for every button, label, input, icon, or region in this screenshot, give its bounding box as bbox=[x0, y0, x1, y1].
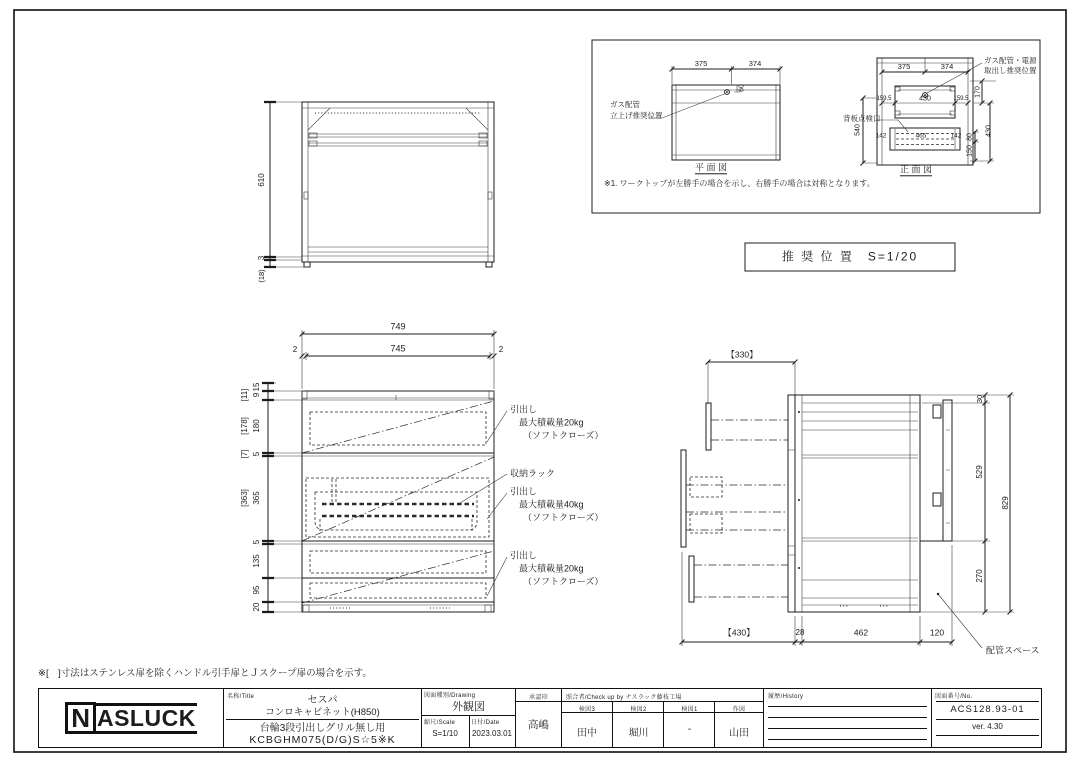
model-number: KCBGHM075(D/G)S☆5※K bbox=[249, 734, 396, 746]
callout-drawer1-line2: 最大積載量20kg bbox=[519, 417, 584, 428]
callout-drawer3-line3: （ソフトクローズ） bbox=[523, 576, 604, 587]
inset-footnote: ※1. ワークトップが左勝手の場合を示し、右勝手の場合は対称となります。 bbox=[604, 178, 875, 188]
callout-drawer1-line3: （ソフトクローズ） bbox=[523, 430, 604, 441]
dim-front-749: 749 bbox=[390, 321, 406, 332]
dim-side-462: 462 bbox=[853, 627, 869, 638]
callout-drawer2-line2: 最大積載量40kg bbox=[519, 499, 584, 510]
dim-front-15: 15 bbox=[251, 382, 261, 392]
plan-gas-note-2: 立上げ推奨位置 bbox=[610, 111, 663, 121]
inset-plan-view bbox=[649, 66, 783, 160]
drawing-label: 図面種別/Drawing bbox=[424, 693, 476, 699]
dim-ifront-142-l: 142 bbox=[875, 132, 887, 140]
title-block-logo-cell bbox=[39, 689, 223, 747]
dim-front-365: 365 bbox=[251, 491, 261, 505]
dim-front-alt-7: [7] bbox=[239, 449, 249, 459]
dim-front-20: 20 bbox=[251, 602, 261, 612]
title-block-approval-cell bbox=[515, 689, 561, 747]
dim-ifront-142-r: 142 bbox=[950, 132, 962, 140]
dim-back-18: (18) bbox=[257, 269, 267, 283]
dim-ifront-430-r: 430 bbox=[985, 125, 993, 137]
product-series: セスパ bbox=[307, 695, 338, 706]
dim-front-2-right: 2 bbox=[498, 344, 504, 354]
dim-ifront-540: 540 bbox=[854, 124, 862, 136]
number-label: 図面番号/No. bbox=[935, 694, 973, 700]
dim-ifront-150: 150 bbox=[966, 145, 974, 157]
dim-front-180: 180 bbox=[251, 419, 261, 433]
checkers-label: 照合者/Check up by ナスラック藤枝工場 bbox=[566, 695, 682, 701]
dim-ifront-430: 430 bbox=[919, 95, 931, 103]
checker-3-label: 検図3 bbox=[578, 707, 596, 713]
dim-back-610: 610 bbox=[256, 173, 266, 187]
dim-front-95: 95 bbox=[251, 585, 261, 595]
checker-1-name: - bbox=[687, 724, 692, 735]
callout-drawer3-line2: 最大積載量20kg bbox=[519, 563, 584, 574]
callout-drawer1-line1: 引出し bbox=[510, 404, 538, 415]
checker-2-label: 検図2 bbox=[630, 707, 647, 713]
dim-front-135: 135 bbox=[251, 554, 261, 568]
dim-side-30: 30 bbox=[975, 394, 985, 404]
checker-col-2 bbox=[612, 701, 664, 747]
dim-front-9: 9 bbox=[251, 392, 261, 398]
plan-view-title: 平 面 図 bbox=[695, 163, 727, 174]
drafter-label: 作図 bbox=[732, 707, 746, 713]
dim-ifront-159-5-r: 159.5 bbox=[953, 95, 969, 102]
drawing-type: 外観図 bbox=[452, 701, 485, 713]
dim-side-120: 120 bbox=[929, 627, 945, 638]
drafter-col bbox=[714, 701, 763, 747]
callout-drawer2-line3: （ソフトクローズ） bbox=[523, 512, 604, 523]
front-view bbox=[262, 330, 507, 612]
sheet-frame bbox=[14, 10, 1066, 752]
logo-wordmark: ASLUCK bbox=[96, 703, 197, 734]
pipe-space-label: 配管スペース bbox=[986, 645, 1040, 656]
dim-plan-374: 374 bbox=[748, 59, 762, 69]
dim-front-alt-11: [11] bbox=[239, 388, 249, 402]
dim-front-alt-363: [363] bbox=[239, 489, 249, 507]
dim-ifront-170: 170 bbox=[974, 86, 982, 98]
dim-back-3: 3 bbox=[256, 255, 266, 261]
dim-front-alt-178: [178] bbox=[239, 417, 249, 435]
dim-ifront-159-5-l: 159.5 bbox=[876, 95, 892, 102]
dim-plan-375: 375 bbox=[694, 59, 708, 69]
approval-name: 高嶋 bbox=[528, 719, 549, 731]
approval-label: 承認印 bbox=[529, 695, 548, 701]
checker-1-label: 検図1 bbox=[681, 707, 698, 713]
dim-plan-60: 60 bbox=[738, 84, 746, 92]
plan-gas-note-1: ガス配管 bbox=[610, 100, 640, 110]
checker-2-name: 堀川 bbox=[628, 728, 649, 739]
date-label: 日付/Date bbox=[471, 720, 500, 726]
checker-col-3 bbox=[562, 701, 612, 747]
title-block-check-cell bbox=[561, 689, 763, 747]
dim-side-270: 270 bbox=[974, 569, 984, 583]
dim-ifront-80: 80 bbox=[966, 133, 974, 141]
dim-front-5b: 5 bbox=[251, 539, 261, 545]
drawing-version: ver. 4.30 bbox=[972, 722, 1003, 731]
back-view bbox=[264, 102, 494, 267]
callout-drawer2-line1: 引出し bbox=[510, 486, 538, 497]
dim-side-28: 28 bbox=[795, 627, 805, 637]
title-block bbox=[38, 688, 1042, 748]
title-block-name-cell bbox=[223, 689, 421, 747]
dim-ifront-374: 374 bbox=[940, 62, 954, 72]
scale-value: S=1/10 bbox=[432, 729, 458, 738]
history-label: 履歴/History bbox=[768, 694, 804, 700]
date-value: 2023.03.01 bbox=[471, 729, 513, 738]
side-view bbox=[680, 360, 1015, 649]
inset-front-view bbox=[861, 58, 997, 166]
checker-3-name: 田中 bbox=[577, 728, 597, 739]
product-type: 台輪3段引出しグリル無し用 bbox=[259, 723, 386, 734]
dim-front-745: 745 bbox=[390, 343, 406, 354]
front-view-inset-title: 正 面 図 bbox=[900, 165, 932, 176]
nasluck-logo bbox=[39, 702, 223, 734]
sheet-footnote: ※[ ]寸法はステンレス扉を除くハンドル引手扉とＪスクープ扉の場合を示す。 bbox=[38, 668, 372, 680]
dim-side-529: 529 bbox=[974, 465, 984, 479]
name-label: 名称/Title bbox=[227, 694, 255, 700]
dim-ifront-375: 375 bbox=[897, 62, 911, 72]
title-block-history-cell bbox=[763, 689, 931, 747]
checker-col-1 bbox=[663, 701, 715, 747]
dim-ifront-465: 465 bbox=[915, 132, 927, 140]
dim-front-5a: 5 bbox=[251, 451, 261, 457]
title-block-drawing-cell bbox=[421, 689, 515, 747]
scale-label: 縮尺/Scale bbox=[424, 720, 456, 726]
ifront-gas-note-2: 取出し推奨位置 bbox=[984, 66, 1037, 76]
ifront-back-panel-note: 背板点検口 bbox=[843, 114, 881, 124]
callout-drawer3-line1: 引出し bbox=[510, 550, 538, 561]
ifront-gas-note-1: ガス配管・電源 bbox=[984, 56, 1037, 66]
drawing-number: ACS128.93-01 bbox=[950, 704, 1025, 715]
dim-front-2-left: 2 bbox=[292, 344, 298, 354]
product-name: コンロキャビネット(H850) bbox=[226, 704, 419, 720]
scale-note-text: 推 奨 位 置 S=1/20 bbox=[781, 249, 919, 264]
callout-storage-rack: 収納ラック bbox=[510, 468, 555, 479]
dim-side-330: 【330】 bbox=[726, 349, 758, 360]
dim-side-829: 829 bbox=[1000, 496, 1010, 510]
dim-side-430: 【430】 bbox=[723, 627, 755, 638]
title-block-number-cell bbox=[931, 689, 1043, 747]
drafter-name: 山田 bbox=[729, 728, 749, 739]
logo-letter-n: N bbox=[65, 702, 96, 734]
